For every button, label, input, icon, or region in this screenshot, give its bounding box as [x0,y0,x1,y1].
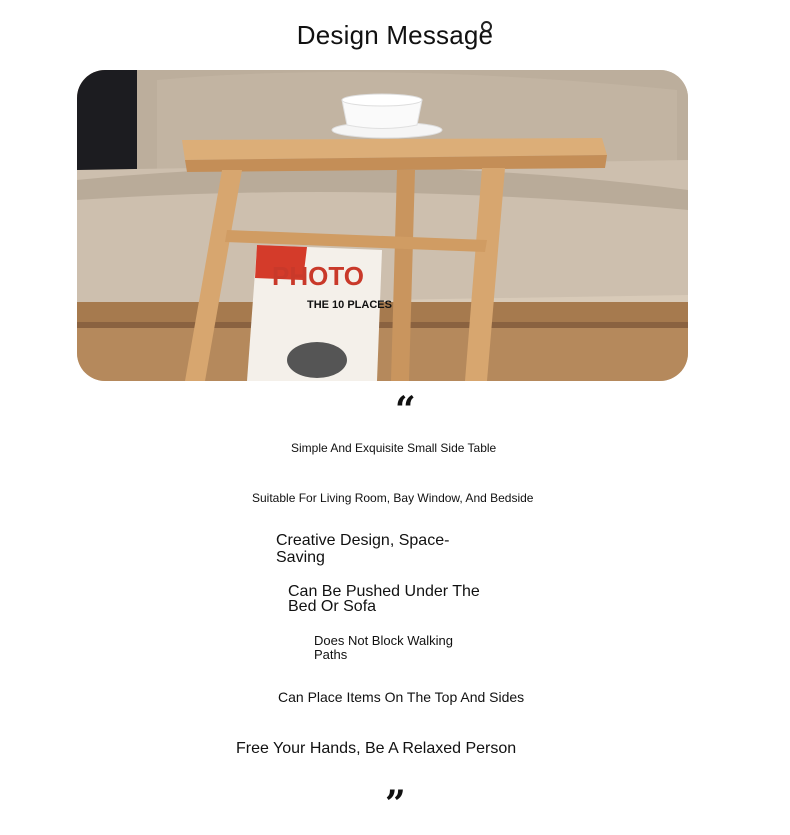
hero-image [77,70,688,381]
svg-text:THE 10 PLACES: THE 10 PLACES [307,299,392,311]
feature-line-5: Does Not Block Walking Paths [314,633,453,662]
feature-line-4: Can Be Pushed Under The Bed Or Sofa [288,583,480,615]
feature-line-7: Free Your Hands, Be A Relaxed Person [236,740,517,757]
svg-text:PHOTO: PHOTO [272,261,364,291]
cursor-icon [481,21,492,32]
open-quote-icon: “ [395,389,416,431]
close-quote-icon: ” [385,783,406,825]
feature-line-1: Simple And Exquisite Small Side Table [291,441,497,455]
feature-line-6: Can Place Items On The Top And Sides [278,689,525,705]
side-table-photo [77,70,688,381]
feature-line-3: Creative Design, Space-Saving [276,532,450,566]
feature-line-2: Suitable For Living Room, Bay Window, And Bedside [252,491,534,505]
page-title: Design Message [296,20,494,50]
